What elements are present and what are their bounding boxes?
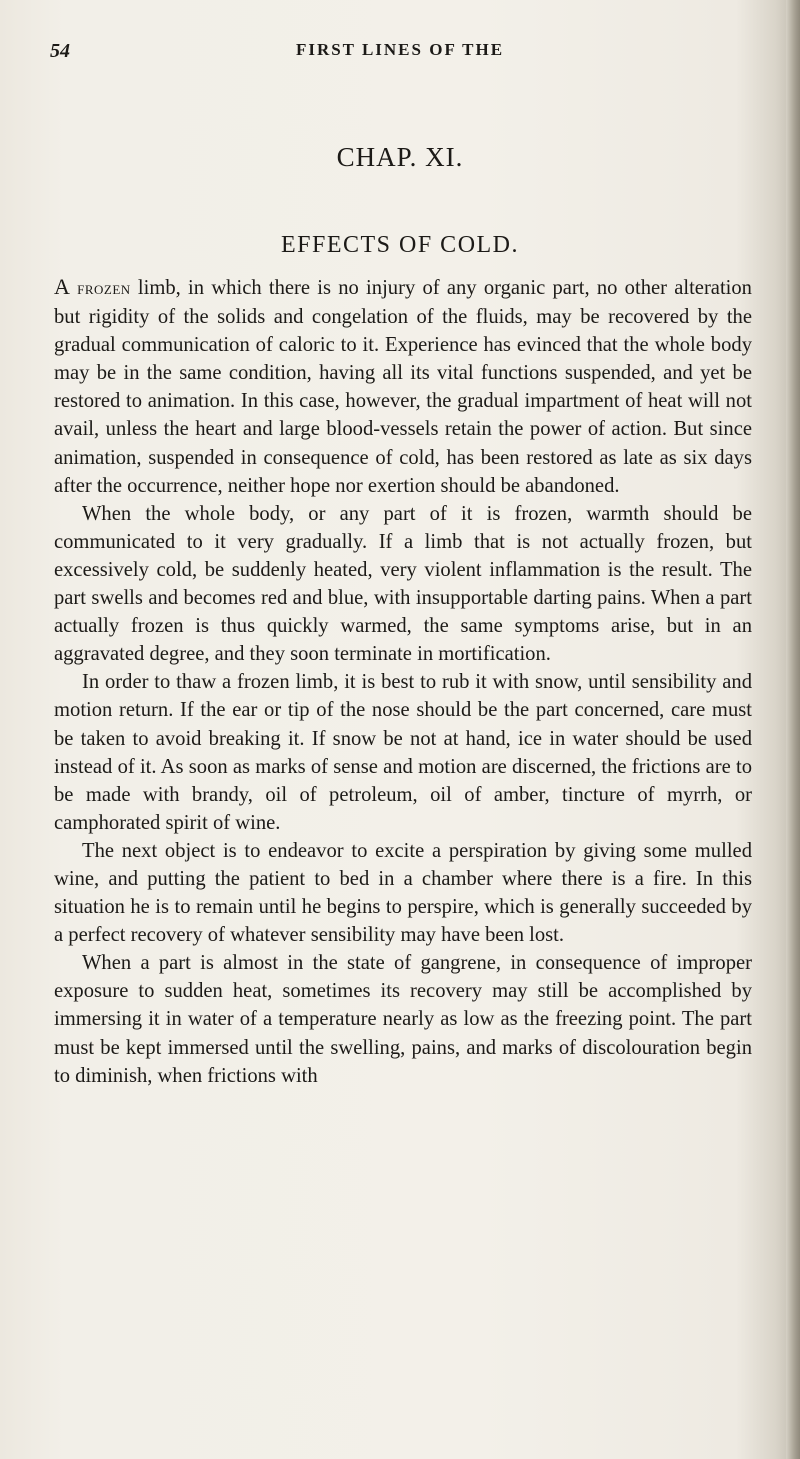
page-header [50, 40, 750, 70]
paragraph-text: limb, in which there is no injury of any organic part, no other alteration but rigidity of the solids and congelation of the fluids, may be recovered by the gradual communication of caloric to it. Experience has evinced that the whole body may be in the same condition, having all its vital functions suspended, and yet be restored to animation. In this case, however, the gradual impartment of heat will not avail, unless the heart and large blood-vessels retain the power of action. But since animation, suspended in consequence of cold, has been restored as late as six days after the occurrence, neither hope nor exertion should be abandoned. [54, 277, 752, 497]
chapter-title: EFFECTS OF COLD. [280, 232, 520, 258]
body-text [54, 273, 752, 1090]
paragraph-2: When the whole body, or any part of it is frozen, warmth should be communicated to it very gradually. If a limb that is not actually frozen, but excessively cold, be suddenly heated, very violent inflammation is the result. The part swells and becomes red and blue, with insupportable darting pains. When a part actually frozen is thus quickly warmed, the same symptoms arise, but in an aggravated degree, and they soon terminate in mortification. [54, 502, 752, 666]
paragraph-1 [54, 273, 752, 500]
chapter-number: CHAP. XI. [336, 142, 464, 172]
small-caps-word: frozen [77, 278, 131, 299]
paragraph-3: In order to thaw a frozen limb, it is best to rub it with snow, until sensibility and motion return. If the ear or tip of the nose should be the part concerned, care must be taken to avoid breaking it. If snow be not at hand, ice in water should be used instead of it. As soon as marks of sense and motion are discerned, the frictions are to be made with brandy, oil of petroleum, oil of amber, tincture of myrrh, or camphorated spirit of wine. [54, 671, 752, 834]
paragraph-4: The next object is to endeavor to excite a perspiration by giving some mulled wine, and putting the patient to bed in a chamber where there is a fire. In this situation he is to remain until he begins to perspire, which is generally succeeded by a perfect recovery of whatever sensibility may have been lost. [54, 839, 752, 947]
paragraph-5: When a part is almost in the state of gangrene, in consequence of improper exposure to sudden heat, sometimes its recovery may still be accomplished by immersing it in water of a temperature nearly as low as the freezing point. The part must be kept immersed until the swelling, pains, and marks of discolouration begin to diminish, when frictions with [54, 952, 752, 1087]
drop-capital: A [54, 274, 70, 299]
running-head: FIRST LINES OF THE [295, 40, 505, 59]
page-edge-shadow [786, 0, 800, 1459]
page-number: 54 [50, 40, 70, 62]
